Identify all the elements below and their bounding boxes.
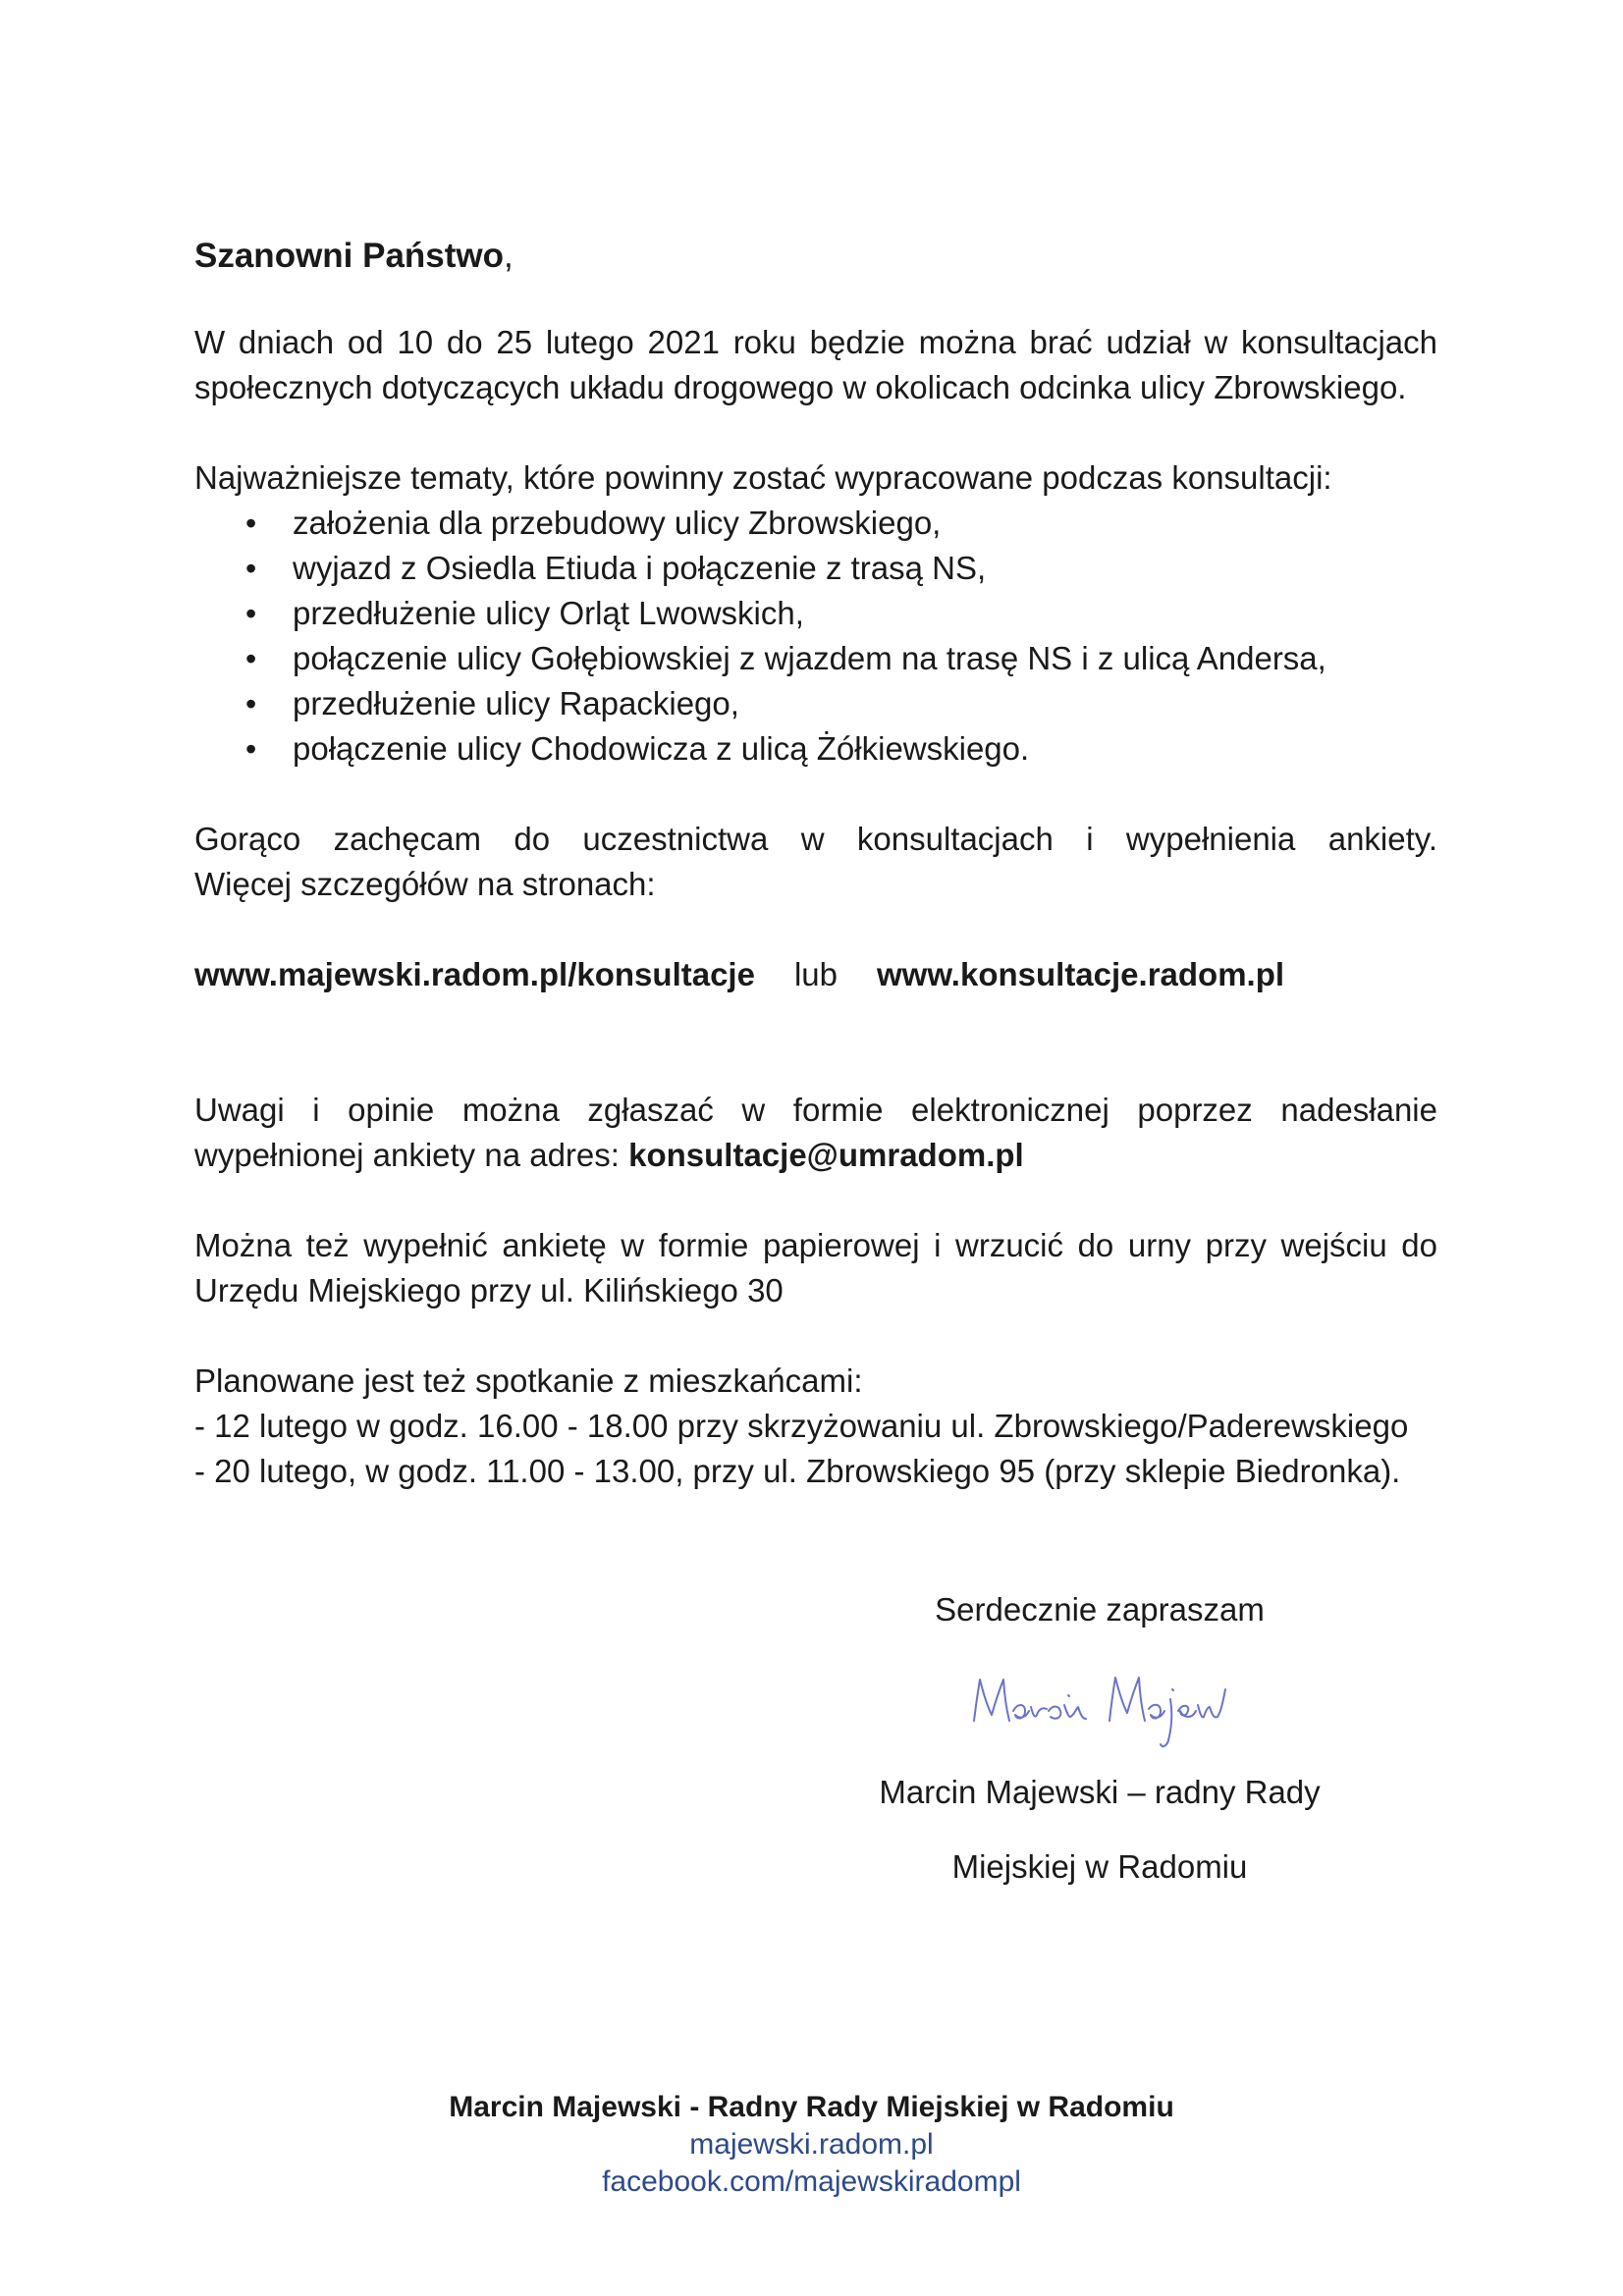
footer-facebook-link[interactable]: facebook.com/majewskiradompl: [602, 2165, 1021, 2198]
spacer: [194, 410, 1437, 455]
signer-name-line-2: Miejskiej w Radomiu: [951, 1848, 1248, 1885]
meetings-intro: Planowane jest też spotkanie z mieszkańcami:: [194, 1362, 863, 1399]
meeting-item: - 12 lutego w godz. 16.00 - 18.00 przy skrzyżowaniu ul. Zbrowskiego/Paderewskiego: [194, 1408, 1409, 1444]
footer-website-link[interactable]: majewski.radom.pl: [689, 2128, 934, 2161]
spacer: [194, 1178, 1437, 1223]
konsultacje-link-majewski[interactable]: www.majewski.radom.pl/konsultacje: [194, 956, 755, 992]
spacer: [194, 1042, 1437, 1088]
footer-title: Marcin Majewski - Radny Rady Miejskiej w Radomiu: [449, 2091, 1174, 2123]
greeting-comma: ,: [504, 237, 514, 275]
greeting-text: Szanowni Państwo: [194, 237, 505, 275]
spacer: [194, 907, 1437, 952]
encourage-line-1: Gorąco zachęcam do uczestnictwa w konsultacjach i wypełnienia ankiety.: [194, 821, 1437, 857]
spacer: [194, 997, 1437, 1042]
topic-item: • połączenie ulicy Gołębiowskiej z wjazdem na trasę NS i z ulicą Andersa,: [194, 636, 1437, 681]
intro-paragraph: W dniach od 10 do 25 lutego 2021 roku będzie można brać udział w konsultacjach społecznych dotyczących układu drogowego w okolicach odcinka ulicy Zbrowskiego.: [194, 324, 1437, 405]
greeting: [194, 232, 1437, 281]
links-row: [194, 952, 1437, 997]
remarks-paragraph: [194, 1088, 1437, 1178]
footer: [0, 2089, 1623, 2201]
signature-block: [864, 1587, 1335, 1890]
konsultacje-link-radom[interactable]: www.konsultacje.radom.pl: [877, 956, 1285, 992]
topic-item: • przedłużenie ulicy Orląt Lwowskich,: [194, 591, 1437, 636]
topic-item: • połączenie ulicy Chodowicza z ulicą Żółkiewskiego.: [194, 726, 1437, 772]
meeting-item: - 20 lutego, w godz. 11.00 - 13.00, przy ul. Zbrowskiego 95 (przy sklepie Biedronka).: [194, 1453, 1401, 1489]
closing-text: Serdecznie zapraszam: [935, 1591, 1265, 1628]
topics-intro: Najważniejsze tematy, które powinny zostać wypracowane podczas konsultacji:: [194, 459, 1332, 496]
signer-name-line-1: Marcin Majewski – radny Rady: [879, 1774, 1321, 1810]
remarks-text: Uwagi i opinie można zgłaszać w formie elektronicznej poprzez nadesłanie wypełnionej ankiety na adres:: [194, 1092, 1437, 1173]
topic-item: • wyjazd z Osiedla Etiuda i połączenie z trasą NS,: [194, 546, 1437, 591]
spacer: [194, 772, 1437, 817]
topic-item: • przedłużenie ulicy Rapackiego,: [194, 681, 1437, 726]
topics-list: [194, 501, 1437, 772]
links-or-text: lub: [793, 956, 839, 992]
letter-body: [194, 232, 1437, 1494]
remarks-email-link[interactable]: konsultacje@umradom.pl: [628, 1137, 1024, 1173]
encourage-line-2: Więcej szczegółów na stronach:: [194, 866, 656, 902]
topic-item: • założenia dla przebudowy ulicy Zbrowskiego,: [194, 501, 1437, 546]
paper-survey-paragraph: Można też wypełnić ankietę w formie papierowej i wrzucić do urny przy wejściu do Urzędu Miejskiego przy ul. Kilińskiego 30: [194, 1227, 1437, 1308]
spacer: [194, 1313, 1437, 1359]
handwritten-signature: [952, 1650, 1247, 1758]
